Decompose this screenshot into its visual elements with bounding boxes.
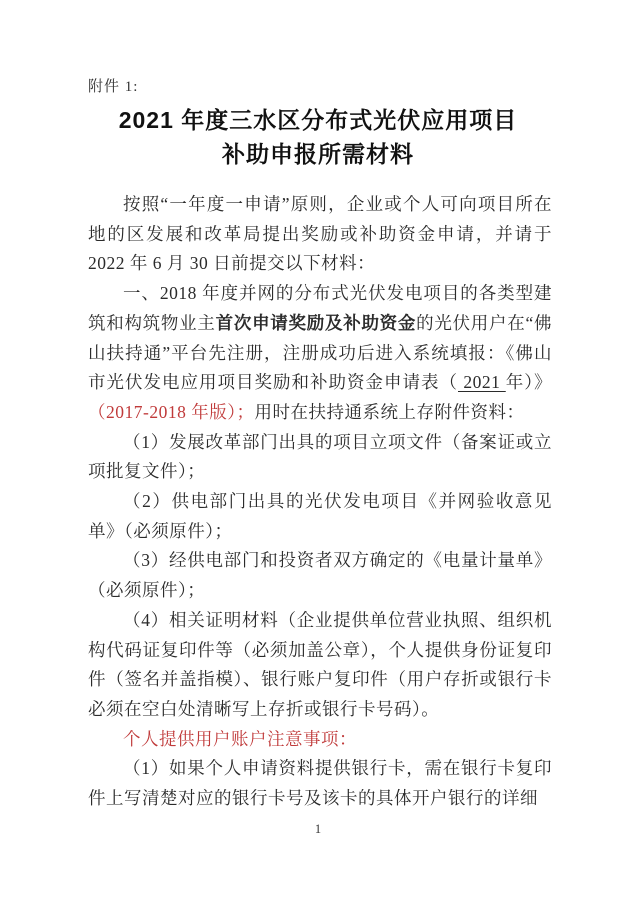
paragraph (88, 428, 552, 487)
text-segment: 年）》 (505, 372, 552, 393)
paragraph (88, 487, 552, 546)
text-segment-bold: 首次申请奖励及补助资金 (215, 312, 417, 333)
document-title-line1: 2021 年度三水区分布式光伏应用项目 (118, 107, 518, 133)
text-segment: 用时在扶持通系统上存附件资料： (254, 401, 525, 422)
paragraph (88, 725, 552, 755)
text-segment: （3）经供电部门和投资者双方确定的《电量计量单》（必须原件）； (88, 550, 552, 601)
document-title-line2: 补助申报所需材料 (222, 141, 414, 167)
paragraph (88, 606, 552, 725)
paragraph (88, 190, 552, 279)
paragraph (88, 754, 552, 813)
text-segment-underline: 2021 (458, 372, 506, 393)
text-segment: 按照“一年度一申请”原则，企业或个人可向项目所在地的区发展和改革局提出奖励或补助资金申请，并请于 2022 年 6 月 30 日前提交以下材料： (88, 194, 552, 274)
document-body (88, 190, 552, 814)
page-number: 1 (314, 822, 322, 836)
attachment-label: 附件 1: (88, 79, 139, 95)
text-segment: （2）供电部门出具的光伏发电项目《并网验收意见单》（必须原件）； (88, 491, 552, 541)
document-title (0, 103, 636, 171)
text-segment: （4）相关证明材料（企业提供单位营业执照、组织机构代码证复印件等（必须加盖公章），个人提供身份证复印件（签名并盖指模）、银行账户复印件（用户存折或银行卡必须在空白处清晰写上存折或银行卡号码）。 (88, 609, 552, 719)
text-segment: 一、2018 年度并网的分布式光伏发电项目的各类型建筑和构筑物业主 (88, 283, 552, 333)
paragraph (88, 279, 552, 428)
text-segment-red: 个人提供用户账户注意事项： (123, 728, 357, 749)
text-segment-red: （2017-2018 年版）； (88, 401, 255, 422)
paragraph (88, 546, 552, 605)
text-segment: （1）如果个人申请资料提供银行卡，需在银行卡复印件上写清楚对应的银行卡号及该卡的具体开户银行的详细 (88, 758, 552, 809)
text-segment: （1）发展改革部门出具的项目立项文件（备案证或立项批复文件）； (88, 431, 552, 482)
text-segment: 的光伏用户在“佛山扶持通”平台先注册，注册成功后进入系统填报：《佛山市光伏发电应用项目奖励和补助资金申请表（ (88, 312, 552, 393)
